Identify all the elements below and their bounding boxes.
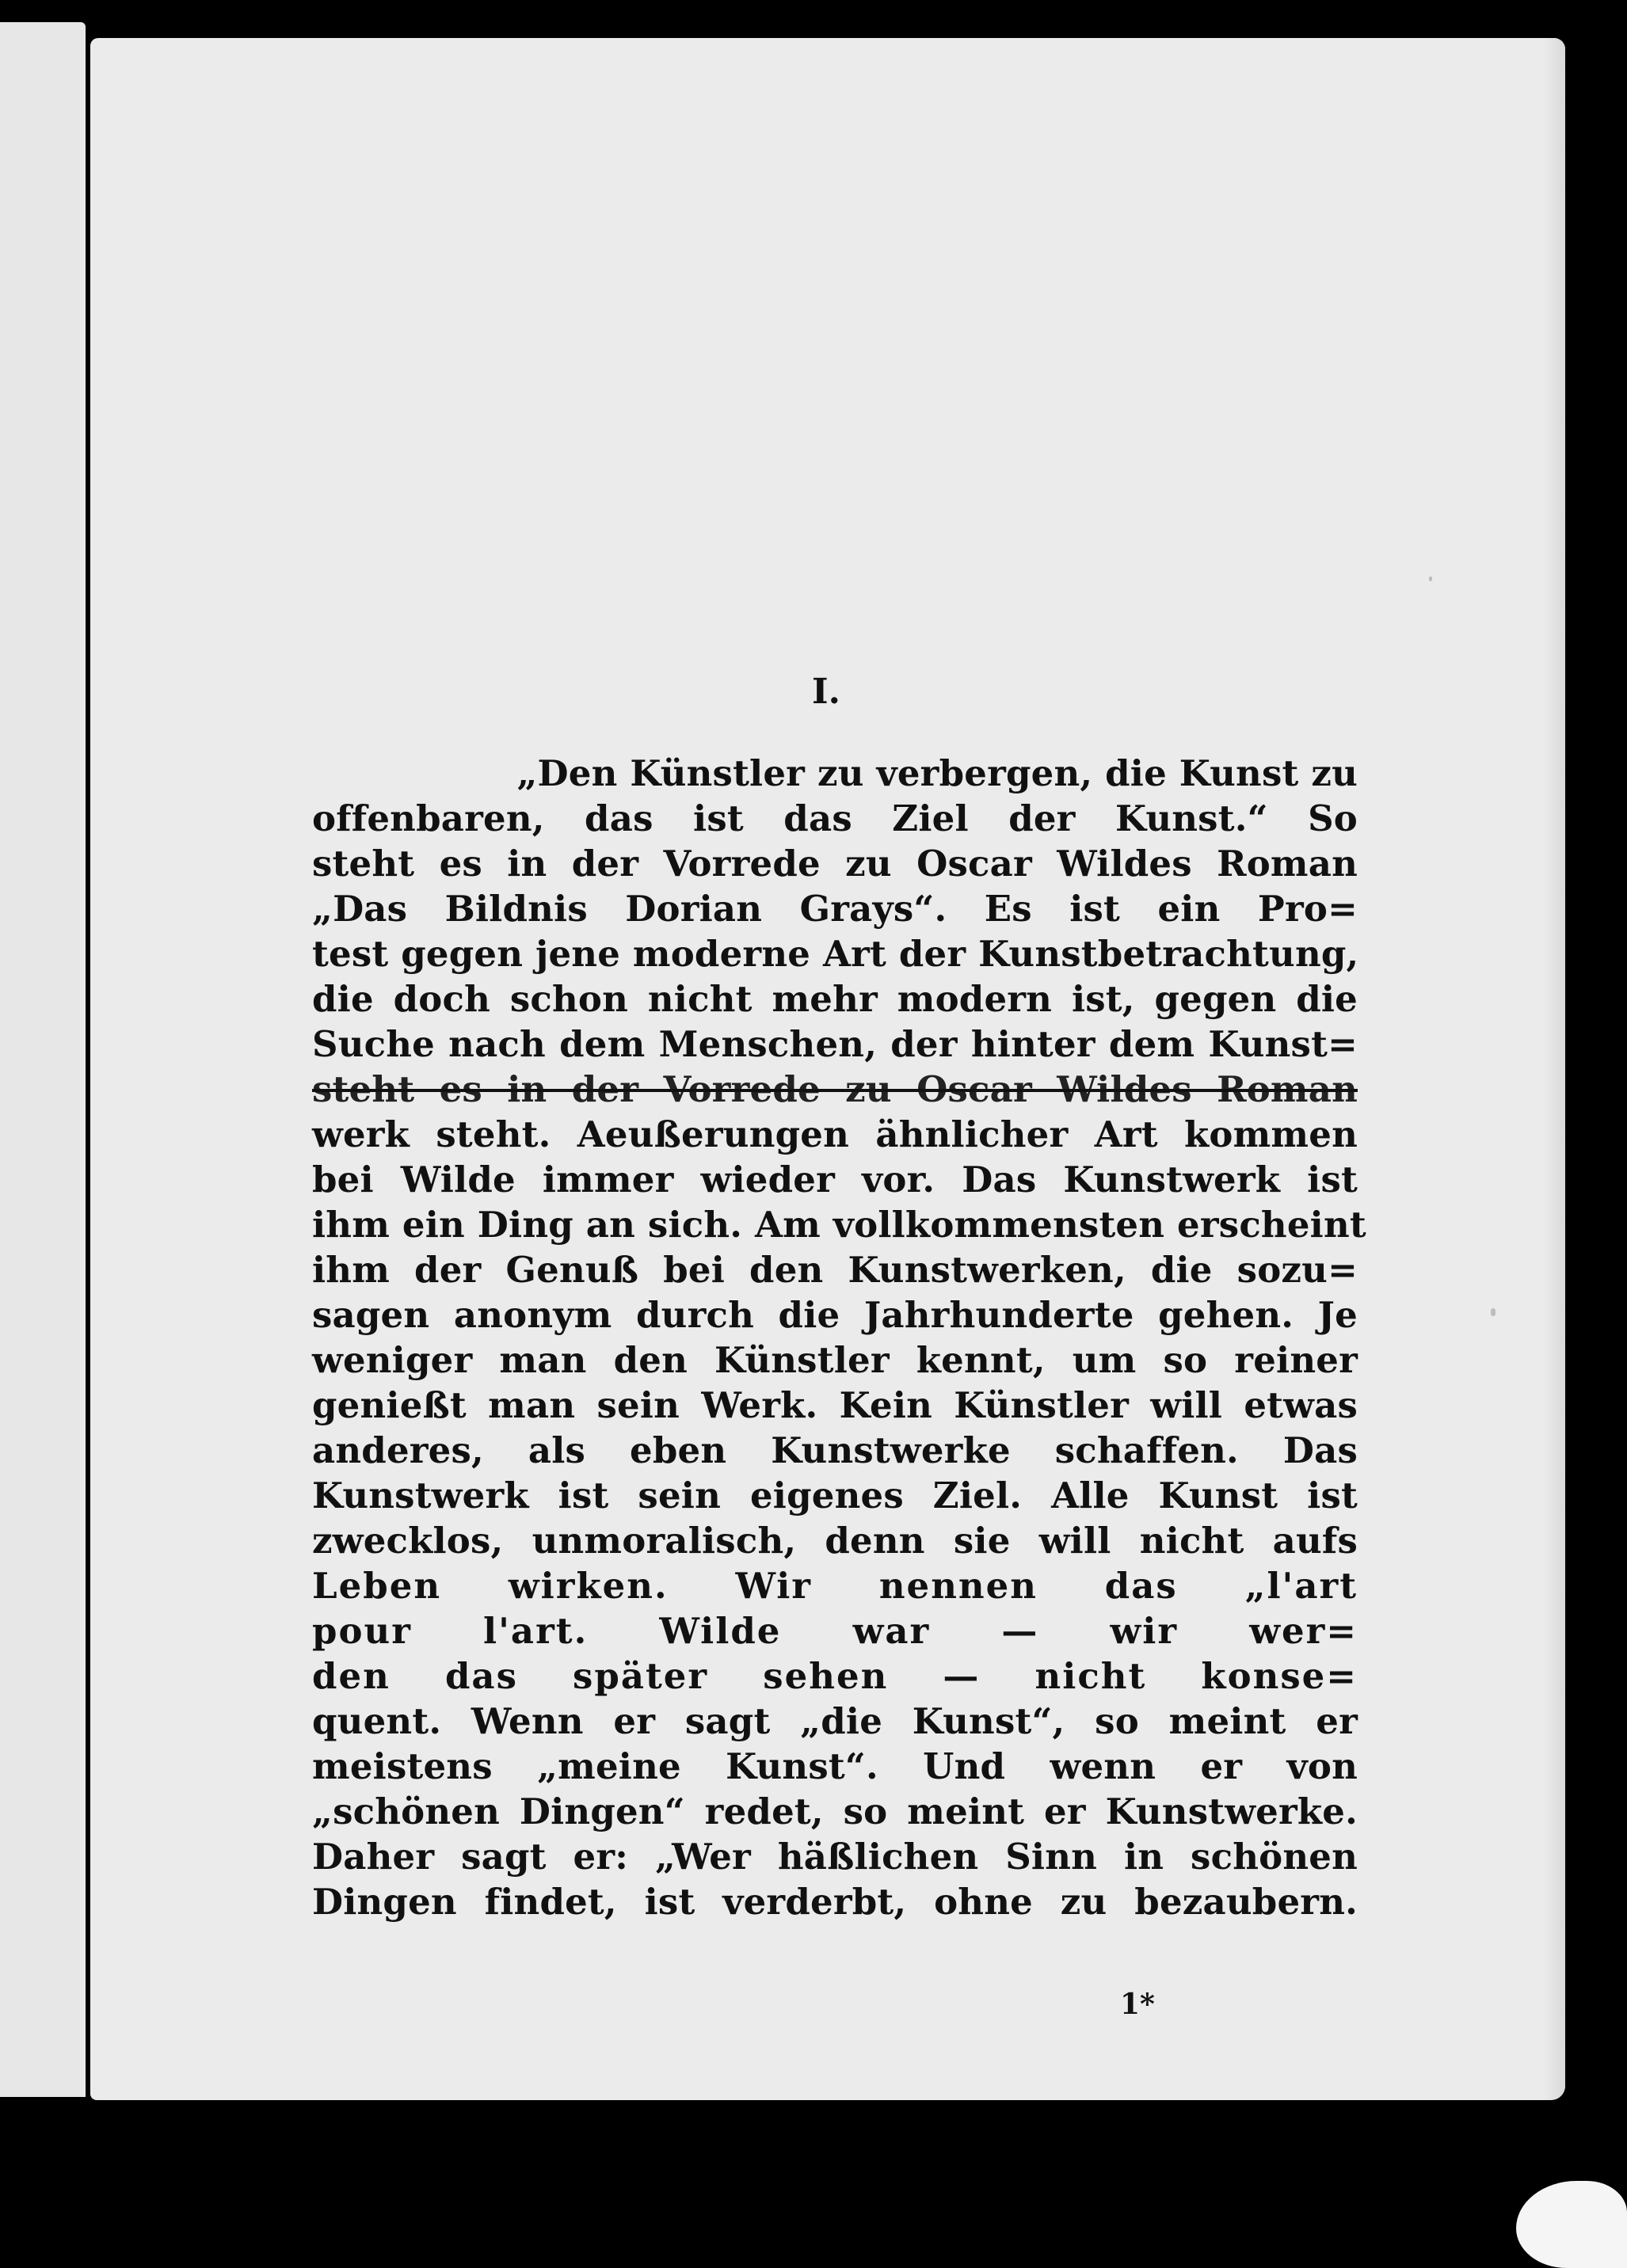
text-line: Daher sagt er: „Wer häßlichen Sinn in schönen xyxy=(312,1836,1358,1878)
text-line: „Den Künstler zu verbergen, die Kunst zu xyxy=(516,752,1358,794)
text-line: offenbaren, das ist das Ziel der Kunst.“ So xyxy=(312,797,1358,839)
chapter-heading: I. xyxy=(812,672,840,712)
text-line: Leben wirken. Wir nennen das „l'art xyxy=(312,1565,1358,1607)
text-line: quent. Wenn er sagt „die Kunst“, so meint er xyxy=(312,1700,1358,1742)
text-line: sagen anonym durch die Jahrhunderte gehen. Je xyxy=(312,1294,1358,1336)
book-page xyxy=(90,38,1565,2100)
paper-speck xyxy=(1491,1308,1496,1316)
previous-page-edge xyxy=(0,22,86,2097)
text-line: „Das Bildnis Dorian Grays“. Es ist ein Pro= xyxy=(312,888,1358,930)
page-edge-shadow xyxy=(1543,38,1565,2100)
text-line: ihm der Genuß bei den Kunstwerken, die sozu= xyxy=(312,1249,1358,1291)
text-line: test gegen jene moderne Art der Kunstbetrachtung, xyxy=(312,933,1359,975)
text-line: steht es in der Vorrede zu Oscar Wildes Roman xyxy=(312,843,1358,885)
text-line: ihm ein Ding an sich. Am vollkommensten erscheint xyxy=(312,1204,1366,1246)
text-line: zwecklos, unmoralisch, denn sie will nicht aufs xyxy=(312,1520,1358,1562)
paper-blot xyxy=(1516,2181,1627,2268)
text-line: pour l'art. Wilde war — wir wer= xyxy=(312,1610,1358,1652)
text-line: Dingen findet, ist verderbt, ohne zu bezaubern. xyxy=(312,1881,1358,1923)
body-text xyxy=(312,751,1366,1924)
text-line: den das später sehen — nicht konse= xyxy=(312,1655,1358,1697)
text-line: „schönen Dingen“ redet, so meint er Kunstwerke. xyxy=(312,1790,1358,1832)
text-line: weniger man den Künstler kennt, um so reiner xyxy=(312,1339,1358,1381)
struck-through-line: steht es in der Vorrede zu Oscar Wildes Roman xyxy=(312,1068,1358,1110)
text-line: genießt man sein Werk. Kein Künstler will etwas xyxy=(312,1384,1358,1426)
text-line: werk steht. Aeußerungen ähnlicher Art kommen xyxy=(312,1113,1358,1155)
text-line: bei Wilde immer wieder vor. Das Kunstwerk ist xyxy=(312,1159,1358,1201)
text-line: die doch schon nicht mehr modern ist, gegen die xyxy=(312,978,1358,1020)
paper-speck xyxy=(1429,577,1432,581)
text-line: Suche nach dem Menschen, der hinter dem Kunst= xyxy=(312,1023,1358,1065)
text-line: anderes, als eben Kunstwerke schaffen. Das xyxy=(312,1429,1358,1471)
signature-mark: 1* xyxy=(1120,1988,1155,2021)
text-line: Kunstwerk ist sein eigenes Ziel. Alle Kunst ist xyxy=(312,1475,1358,1516)
text-line: meistens „meine Kunst“. Und wenn er von xyxy=(312,1745,1358,1787)
